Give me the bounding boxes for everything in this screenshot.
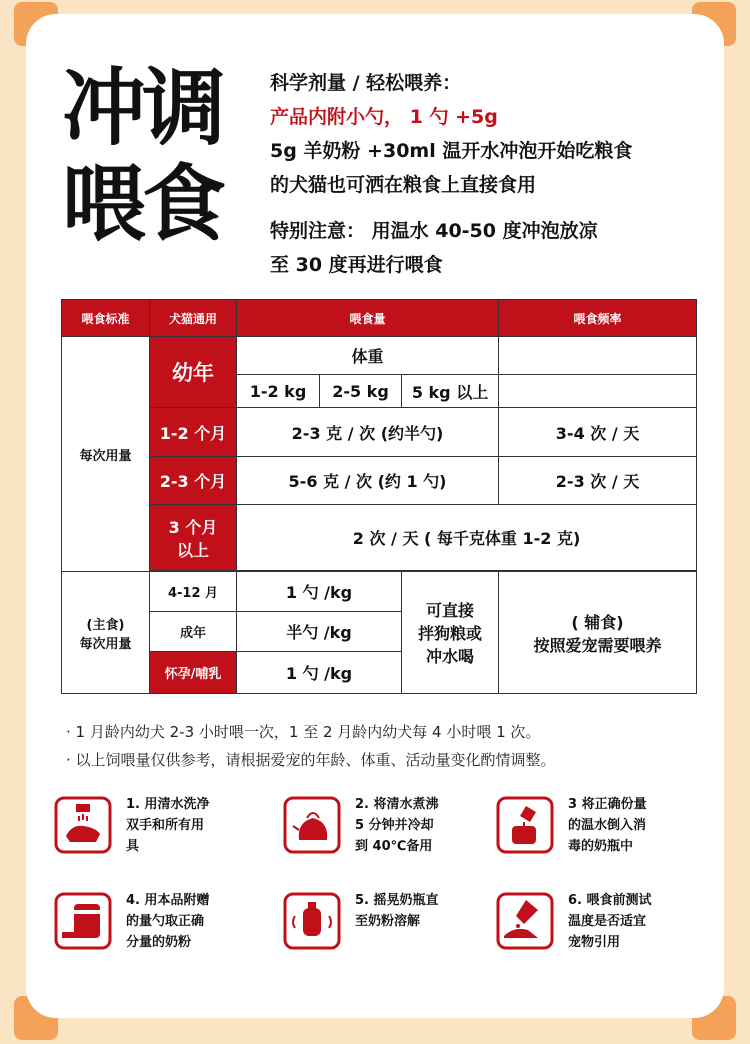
amount-cell: 1 勺 /kg [237,652,402,694]
age-line: 以上 [176,540,209,560]
freq-cell: 3-4 次 / 天 [499,408,697,457]
scoop-powder-icon [54,892,112,950]
note-line: · 1 月龄内幼犬 2-3 小时喂一次，1 至 2 月龄内幼犬每 4 小时喂 1 次。 [66,723,541,741]
table-header: 喂食频率 [499,300,697,337]
section-label-line: (主食) [86,617,125,633]
age-line: 3 个月 [168,517,218,537]
step-text: 至奶粉溶解 [355,914,421,929]
step-text: 5. 摇晃奶瓶直 [355,893,439,908]
note-line: · 以上饲喂量仅供参考，请根据爱宠的年龄、体重、活动量变化酌情调整。 [66,751,556,769]
age-cell [150,505,237,571]
section-label: 每次用量 [62,337,150,572]
intro-line: 科学剂量 / 轻松喂养： [270,72,462,94]
step-item [496,792,706,862]
feeding-table [61,299,697,694]
mix-note [402,572,499,694]
weight-col: 5 kg 以上 [402,375,499,408]
empty-cell [499,337,697,375]
freq-cell: 2-3 次 / 天 [499,457,697,505]
step-text: 分量的奶粉 [126,935,192,950]
kettle-icon [283,796,341,854]
age-cell: 怀孕/哺乳 [150,652,237,694]
pour-bottle-icon [496,796,554,854]
shake-bottle-icon [283,892,341,950]
step-item [496,888,706,958]
amount-cell: 5-6 克 / 次 (约 1 勺) [237,457,499,505]
intro-line: 的犬猫也可洒在粮食上直接食用 [270,174,537,196]
step-text: 1. 用清水洗净 [126,797,210,812]
step-text: 毒的奶瓶中 [568,839,634,854]
mix-line: 可直接 [426,601,475,620]
hand-washing-icon [54,796,112,854]
age-cell: 2-3 个月 [150,457,237,505]
step-text: 5 分钟并冷却 [355,818,434,833]
mix-line: 冲水喝 [426,647,475,666]
table-header: 犬猫通用 [150,300,237,337]
step-text: 的温水倒入消 [568,818,647,833]
intro-line-highlight: 产品内附小勺， 1 勺 +5g [270,106,498,128]
table-header: 喂食量 [237,300,499,337]
step-text: 2. 将清水煮沸 [355,797,439,812]
step-text: 具 [126,839,140,854]
section-label [62,572,150,694]
weight-col: 1-2 kg [237,375,320,408]
amount-cell: 2-3 克 / 次 (约半勺) [237,408,499,457]
intro-line-note: 特别注意： 用温水 40-50 度冲泡放凉 [270,220,598,242]
age-cell: 4-12 月 [150,572,237,612]
table-header: 喂食标准 [62,300,150,337]
youth-label: 幼年 [150,337,237,408]
notes [66,718,556,774]
step-item [54,792,264,862]
step-item [283,888,493,958]
title-line-2: 喂食 [62,155,223,253]
age-cell: 1-2 个月 [150,408,237,457]
intro-text [270,66,710,282]
test-temperature-icon [496,892,554,950]
aux-note [499,572,697,694]
step-text: 4. 用本品附赠 [126,893,210,908]
step-text: 宠物引用 [568,935,621,950]
step-item [54,888,264,958]
empty-cell [499,375,697,408]
aux-line: 按照爱宠需要喂养 [533,635,662,655]
step-text: 3 将正确份量 [568,797,647,812]
step-text: 双手和所有用 [126,818,205,833]
weight-label: 体重 [237,337,499,375]
age-cell: 成年 [150,612,237,652]
step-text: 的量勺取正确 [126,914,205,929]
mix-line: 拌狗粮或 [418,624,483,643]
step-item [283,792,493,862]
aux-line: ( 辅食) [571,612,624,632]
section-label-line: 每次用量 [79,636,132,652]
intro-line-note: 至 30 度再进行喂食 [270,254,443,276]
steps-grid [54,792,704,972]
step-text: 6. 喂食前测试 [568,893,652,908]
page-title [62,60,222,252]
amount-cell: 2 次 / 天 ( 每千克体重 1-2 克) [237,505,697,571]
amount-cell: 半勺 /kg [237,612,402,652]
step-text: 到 40℃备用 [355,839,433,854]
weight-col: 2-5 kg [320,375,402,408]
step-text: 温度是否适宜 [568,914,647,929]
title-line-1: 冲调 [62,59,223,157]
amount-cell: 1 勺 /kg [237,572,402,612]
intro-line: 5g 羊奶粉 +30ml 温开水冲泡开始吃粮食 [270,140,633,162]
